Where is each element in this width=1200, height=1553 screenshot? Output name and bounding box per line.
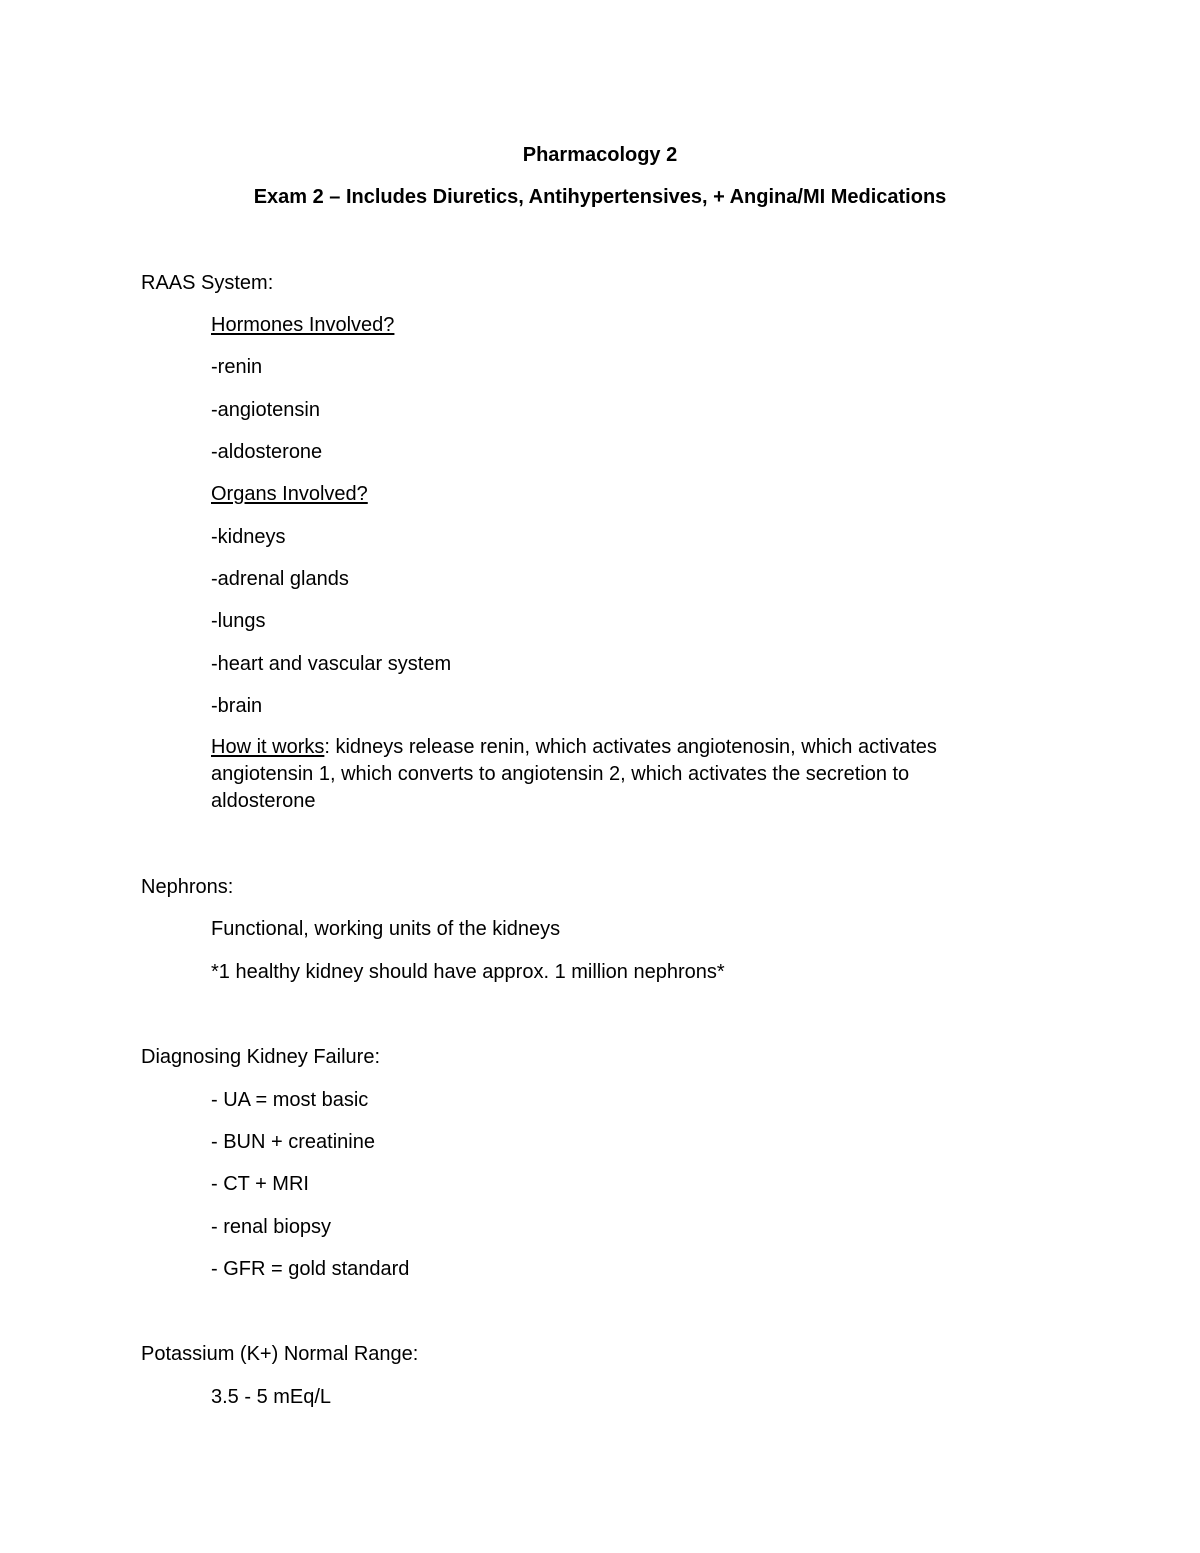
hormone-item: -renin [211,356,263,378]
nephrons-line: *1 healthy kidney should have approx. 1 million nephrons* [211,961,725,983]
page-subtitle: Exam 2 – Includes Diuretics, Antihypertensives, + Angina/MI Medications [253,186,947,208]
page-title: Pharmacology 2 [522,144,678,166]
organ-item: -kidneys [211,526,286,548]
hormone-item: -aldosterone [211,441,323,463]
hormones-label: Hormones Involved? [211,314,395,336]
organ-item: -heart and vascular system [211,653,452,675]
kidney-failure-item: - BUN + creatinine [211,1131,375,1153]
organs-label: Organs Involved? [211,483,368,505]
kidney-failure-item: - UA = most basic [211,1089,369,1111]
organ-item: -brain [211,695,263,717]
how-it-works-text: : kidneys release renin, which activates angiotenosin, which activates angiotensin 1, which converts to angiotensin 2, which activates the secretion to aldosterone [211,736,937,812]
how-it-works-label: How it works [211,736,325,758]
potassium-heading: Potassium (K+) Normal Range: [141,1343,419,1365]
hormone-item: -angiotensin [211,399,320,421]
potassium-value: 3.5 - 5 mEq/L [211,1386,332,1408]
kidney-failure-item: - CT + MRI [211,1173,309,1195]
kidney-failure-heading: Diagnosing Kidney Failure: [141,1046,381,1068]
kidney-failure-item: - GFR = gold standard [211,1258,410,1280]
nephrons-heading: Nephrons: [141,876,234,898]
organ-item: -lungs [211,610,266,632]
raas-heading: RAAS System: [141,272,274,294]
kidney-failure-item: - renal biopsy [211,1216,332,1238]
organ-item: -adrenal glands [211,568,349,590]
nephrons-line: Functional, working units of the kidneys [211,918,561,940]
how-it-works-paragraph [211,734,1011,815]
